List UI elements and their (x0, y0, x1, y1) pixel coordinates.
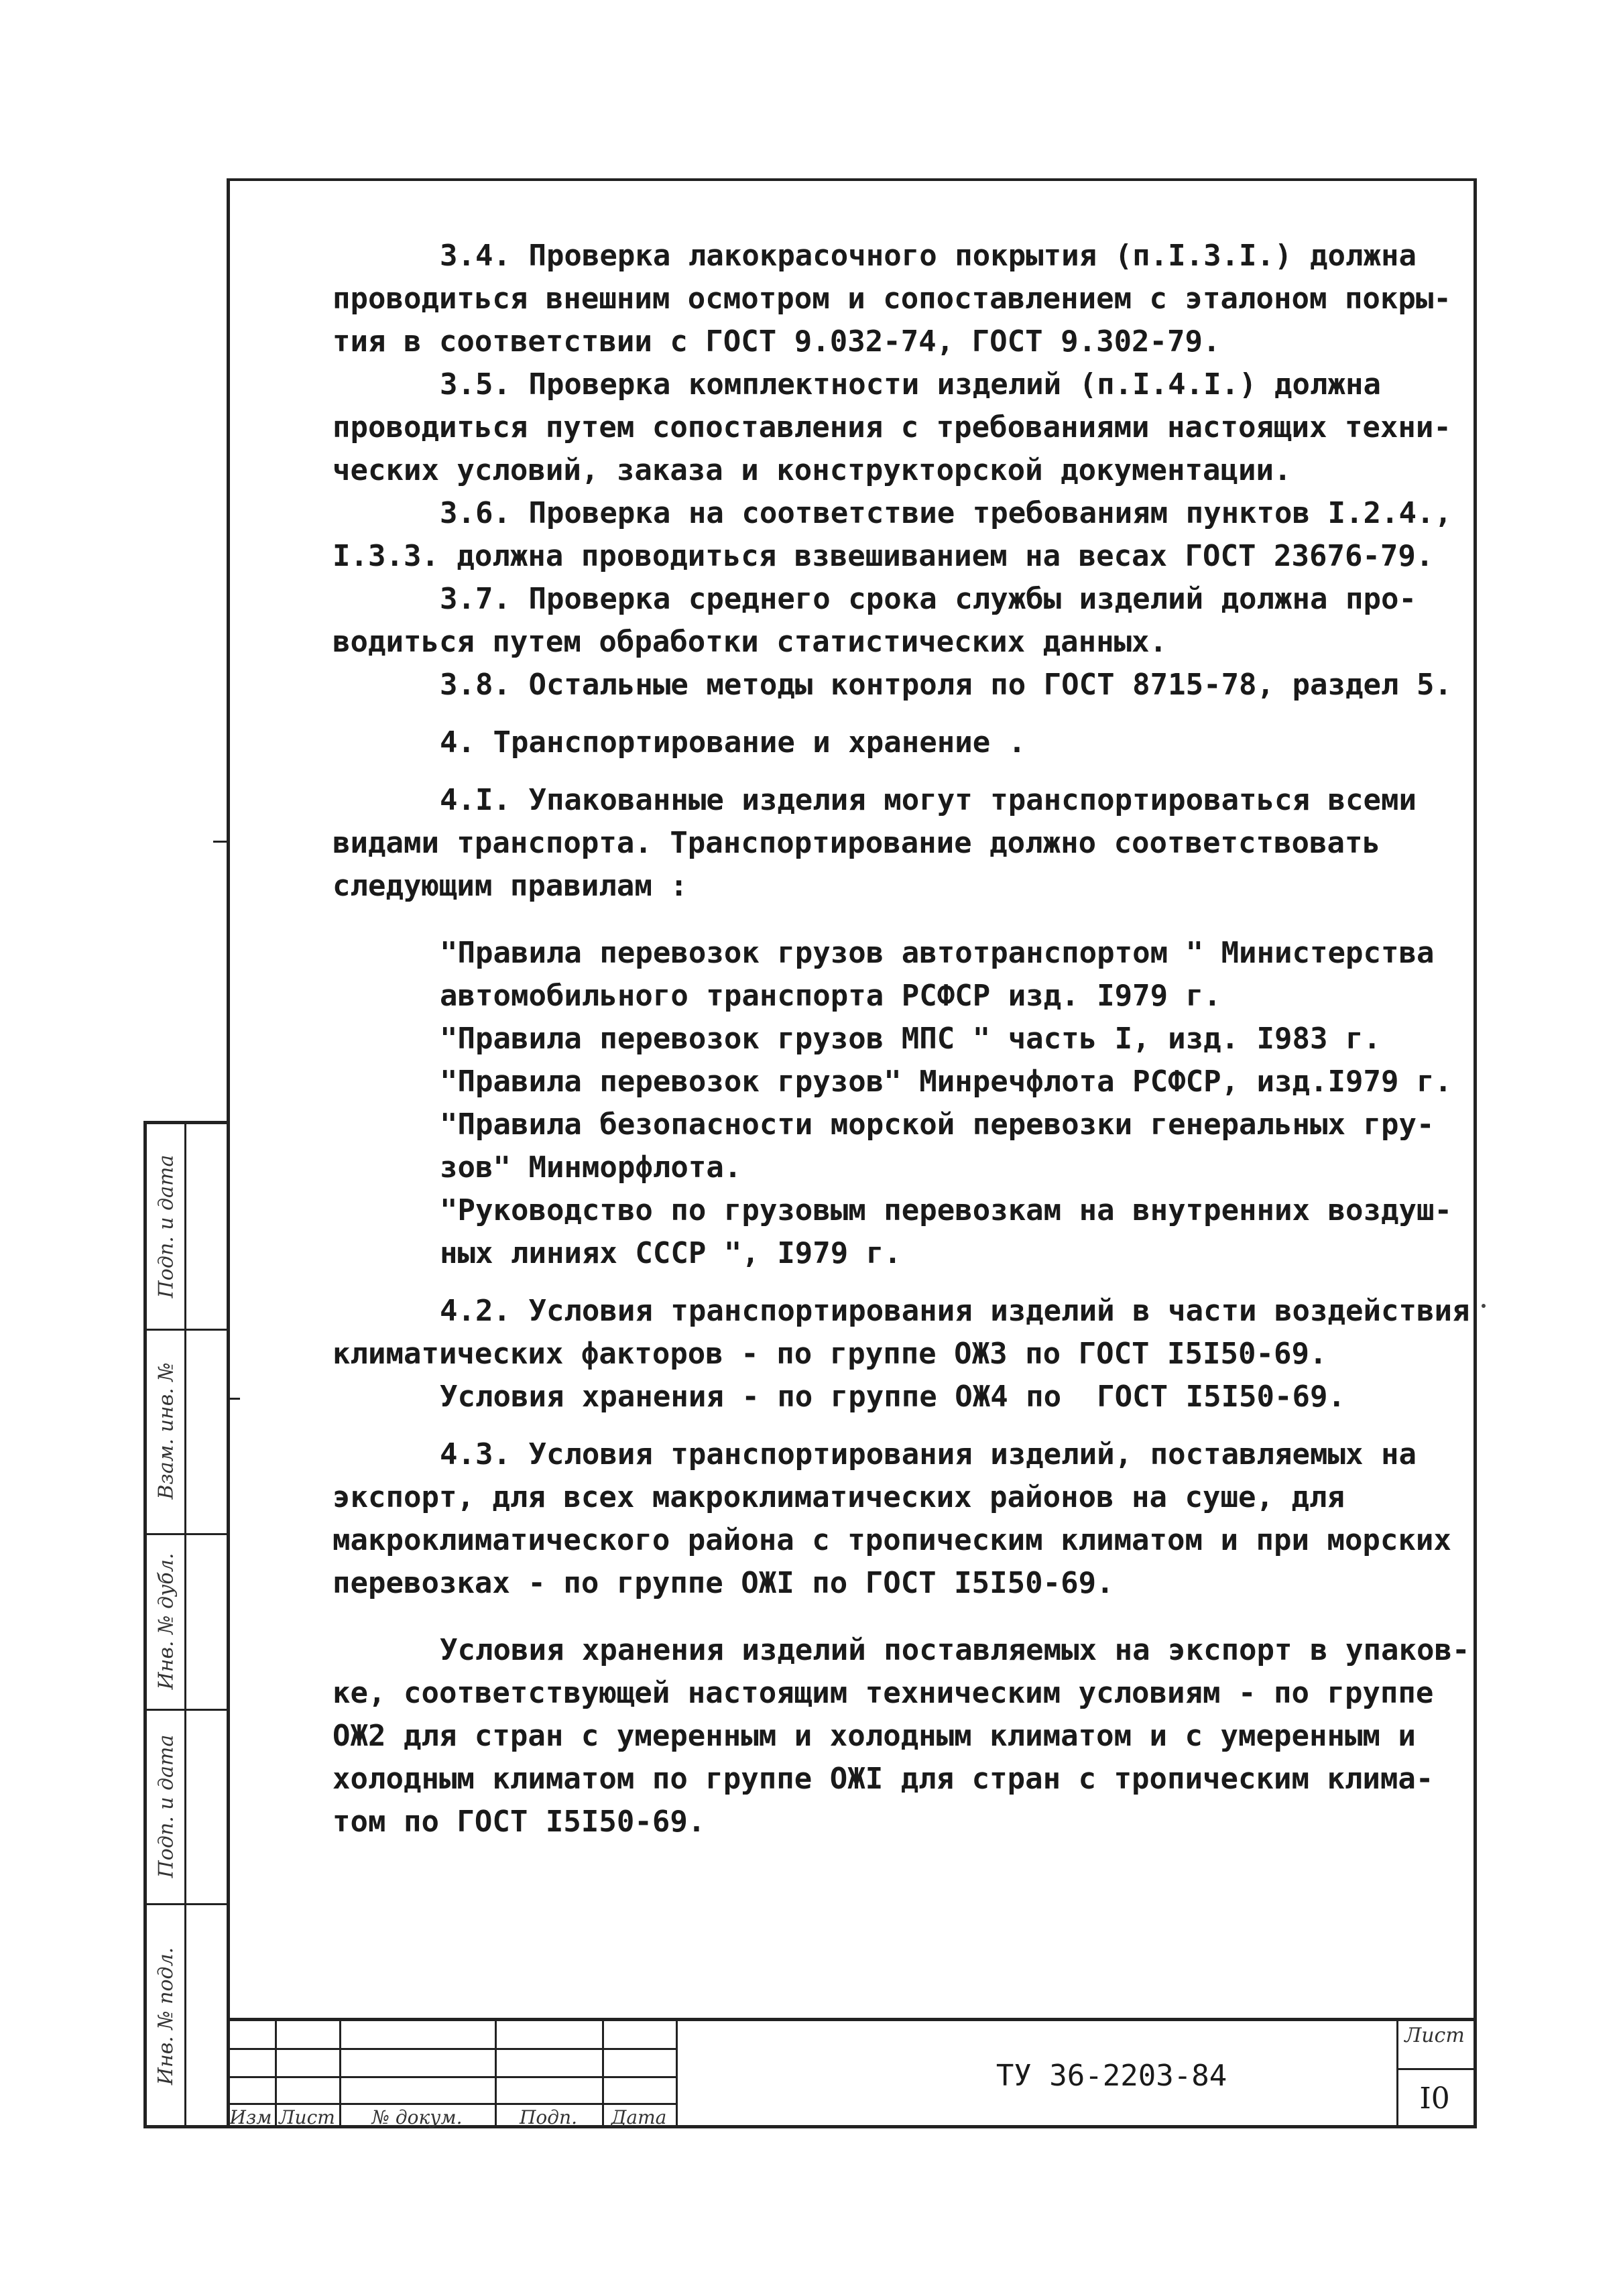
stamp-label-original-inv: Инв. № подл. (154, 1947, 178, 2085)
document-designation: ТУ 36-2203-84 (996, 2059, 1227, 2093)
label-change: Изм (229, 2106, 272, 2128)
text-line: автомобильного транспорта РСФСР изд. І979 г. (440, 979, 1221, 1013)
text-line: 4. Транспортирование и хранение . (440, 725, 1026, 760)
text-line: 4.2. Условия транспортирования изделий в части воздействия (440, 1294, 1470, 1328)
text-line: "Правила перевозок грузов автотранспортом " Министерства (440, 936, 1435, 970)
left-margin-notch-2 (227, 1398, 240, 1400)
title-block-row-line (227, 2048, 677, 2050)
text-line: 4.І. Упакованные изделия могут транспортироваться всеми (440, 783, 1417, 817)
text-line: 3.4. Проверка лакокрасочного покрытия (п.І.3.І.) должна (440, 239, 1417, 273)
text-line: 3.8. Остальные методы контроля по ГОСТ 8715-78, раздел 5. (440, 668, 1452, 702)
text-line: водиться путем обработки статистических данных. (333, 625, 1168, 659)
title-block-col-line (676, 2021, 678, 2128)
sheet-box-line (1396, 2068, 1477, 2070)
text-line: "Руководство по грузовым перевозкам на внутренних воздуш- (440, 1193, 1452, 1227)
text-line: экспорт, для всех макроклиматических районов на суше, для (333, 1480, 1345, 1514)
text-line: "Правила безопасности морской перевозки генеральных гру- (440, 1107, 1435, 1142)
text-line: 3.7. Проверка среднего срока службы изделий должна про- (440, 582, 1417, 616)
text-line: проводиться внешним осмотром и сопоставлением с эталоном покры- (333, 282, 1451, 316)
paragraph-spacer (333, 908, 1452, 932)
sheet-number: I0 (1419, 2081, 1450, 2116)
paragraph-spacer (333, 764, 1452, 779)
right-margin-dot (1482, 1304, 1486, 1308)
stamp-label-sign-date-1: Подп. и дата (154, 1154, 178, 1298)
stamp-column (143, 1121, 227, 2128)
text-line: видами транспорта. Транспортирование должно соответствовать (333, 826, 1380, 860)
stamp-label-replace-inv: Взам. инв. № (154, 1362, 178, 1500)
text-line: "Правила перевозок грузов МПС " часть І, изд. І983 г. (440, 1022, 1381, 1056)
title-block (227, 2018, 1477, 2128)
text-line: ных линиях СССР ", І979 г. (440, 1236, 902, 1270)
text-line: 3.6. Проверка на соответствие требованиям пунктов І.2.4., (440, 496, 1452, 530)
text-line: следующим правилам : (333, 869, 688, 903)
label-date: Дата (611, 2106, 667, 2128)
left-margin-notch (213, 841, 227, 843)
document-body (333, 235, 1470, 1844)
stamp-label-dup-inv: Инв. № дубл. (154, 1553, 178, 1689)
text-line: ческих условий, заказа и конструкторской документации. (333, 453, 1292, 487)
text-line: макроклиматического района с тропическим климатом и при морских (333, 1523, 1451, 1557)
title-block-row-line (227, 2076, 677, 2078)
text-line: ОЖ2 для стран с умеренным и холодным климатом и с умеренным и (333, 1719, 1416, 1753)
text-line: "Правила перевозок грузов" Минречфлота РСФСР, изд.І979 г. (440, 1065, 1452, 1099)
text-line: проводиться путем сопоставления с требованиями настоящих техни- (333, 410, 1451, 444)
label-doc-number: № докум. (371, 2106, 463, 2128)
text-line: холодным климатом по группе ОЖІ для стран с тропическим клима- (333, 1762, 1434, 1796)
text-line: тия в соответствии с ГОСТ 9.032-74, ГОСТ 9.302-79. (333, 324, 1221, 359)
text-line: Условия хранения изделий поставляемых на экспорт в упаков- (440, 1633, 1470, 1667)
text-line: зов" Минморфлота. (440, 1150, 742, 1185)
paragraph-spacer (333, 1418, 1452, 1433)
paragraph-spacer (333, 707, 1452, 721)
label-signature: Подп. (520, 2106, 577, 2128)
text-line: климатических факторов - по группе ОЖЗ по ГОСТ І5І50-69. (333, 1337, 1327, 1371)
text-line: Условия хранения - по группе ОЖ4 по ГОСТ І5І50-69. (440, 1380, 1346, 1414)
text-line: том по ГОСТ І5І50-69. (333, 1805, 706, 1839)
text-line: ке, соответствующей настоящим техническим условиям - по группе (333, 1676, 1434, 1710)
text-line: перевозках - по группе ОЖІ по ГОСТ І5І50-69. (333, 1566, 1114, 1600)
stamp-label-sign-date-2: Подп. и дата (154, 1734, 178, 1878)
paragraph-spacer (333, 1275, 1452, 1290)
label-sheet: Лист (279, 2106, 335, 2128)
stamp-column-divider (184, 1124, 186, 2125)
paragraph-spacer (333, 1605, 1452, 1629)
text-line: І.3.3. должна проводиться взвешиванием на весах ГОСТ 23676-79. (333, 539, 1434, 573)
text-line: 3.5. Проверка комплектности изделий (п.І.4.І.) должна (440, 367, 1381, 402)
sheet-label: Лист (1404, 2024, 1465, 2047)
text-line: 4.3. Условия транспортирования изделий, поставляемых на (440, 1437, 1417, 1471)
